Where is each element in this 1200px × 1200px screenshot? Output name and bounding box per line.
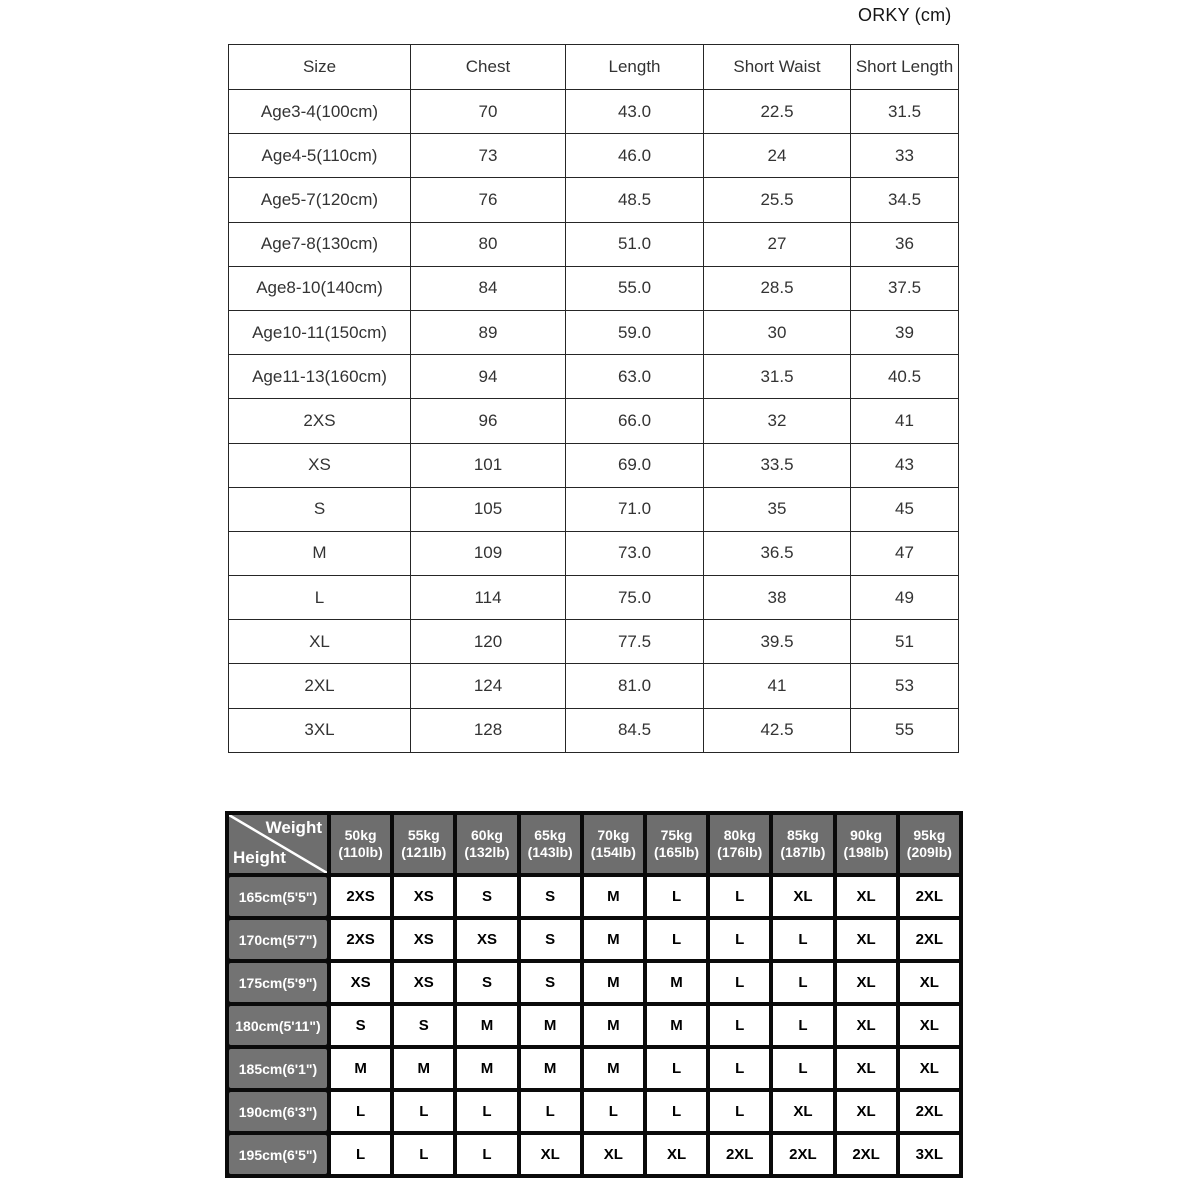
recommended-size-cell: M: [521, 1006, 580, 1045]
recommended-size-cell: L: [647, 920, 706, 959]
measurement-value-cell: 71.0: [566, 487, 704, 531]
size-table-row: [229, 576, 959, 620]
measurement-value-cell: 30: [704, 310, 851, 354]
size-table-row: [229, 708, 959, 752]
measurement-value-cell: 51.0: [566, 222, 704, 266]
recommended-size-cell: S: [331, 1006, 390, 1045]
weight-column-header: [837, 815, 896, 873]
measurement-value-cell: 48.5: [566, 178, 704, 222]
page-title: ORKY (cm): [858, 5, 952, 25]
recommended-size-cell: L: [710, 1049, 769, 1088]
size-label-cell: Age7-8(130cm): [229, 222, 411, 266]
corner-weight-label: Weight: [265, 818, 322, 837]
recommended-size-cell: XL: [837, 877, 896, 916]
size-table-column-header: Short Waist: [704, 45, 851, 90]
size-table-row: [229, 266, 959, 310]
measurement-value-cell: 73.0: [566, 531, 704, 575]
size-table-row: [229, 399, 959, 443]
weight-kg-label: 85kg: [786, 827, 819, 844]
measurement-value-cell: 34.5: [851, 178, 959, 222]
recommended-size-cell: XL: [837, 963, 896, 1002]
recommended-size-cell: S: [521, 963, 580, 1002]
measurement-value-cell: 75.0: [566, 576, 704, 620]
weight-kg-label: 70kg: [597, 827, 630, 844]
size-label-cell: S: [229, 487, 411, 531]
height-row-header: 185cm(6'1"): [229, 1049, 327, 1088]
recommended-size-cell: 2XL: [900, 1092, 959, 1131]
recommended-size-cell: L: [710, 1006, 769, 1045]
height-row-header: 190cm(6'3"): [229, 1092, 327, 1131]
recommended-size-cell: XL: [773, 1092, 832, 1131]
measurement-value-cell: 35: [704, 487, 851, 531]
recommended-size-cell: M: [331, 1049, 390, 1088]
size-table-row: [229, 531, 959, 575]
weight-column-header: [521, 815, 580, 873]
measurement-value-cell: 41: [851, 399, 959, 443]
measurement-value-cell: 96: [411, 399, 566, 443]
weight-lb-label: (187lb): [780, 844, 826, 860]
measurement-value-cell: 47: [851, 531, 959, 575]
recommended-size-cell: L: [710, 1092, 769, 1131]
recommended-size-cell: L: [773, 1006, 832, 1045]
height-row-header: 195cm(6'5"): [229, 1135, 327, 1174]
measurement-value-cell: 27: [704, 222, 851, 266]
measurement-value-cell: 84.5: [566, 708, 704, 752]
weight-column-header: [584, 815, 643, 873]
recommended-size-cell: XS: [394, 963, 453, 1002]
recommended-size-cell: L: [710, 963, 769, 1002]
recommended-size-cell: S: [521, 877, 580, 916]
size-label-cell: Age10-11(150cm): [229, 310, 411, 354]
recommended-size-cell: 2XS: [331, 877, 390, 916]
measurement-value-cell: 33: [851, 134, 959, 178]
recommended-size-cell: XL: [837, 920, 896, 959]
recommended-size-cell: 2XL: [900, 920, 959, 959]
measurement-value-cell: 120: [411, 620, 566, 664]
measurement-value-cell: 49: [851, 576, 959, 620]
weight-lb-label: (176lb): [717, 844, 763, 860]
size-table-row: [229, 443, 959, 487]
measurement-value-cell: 39.5: [704, 620, 851, 664]
recommended-size-cell: L: [647, 1049, 706, 1088]
measurement-value-cell: 38: [704, 576, 851, 620]
recommended-size-cell: XS: [394, 920, 453, 959]
recommended-size-cell: M: [394, 1049, 453, 1088]
size-measurements-table: [228, 44, 959, 753]
recommended-size-cell: M: [457, 1006, 516, 1045]
recommended-size-cell: XL: [900, 963, 959, 1002]
recommended-size-cell: XS: [394, 877, 453, 916]
measurement-value-cell: 41: [704, 664, 851, 708]
weight-column-header: [900, 815, 959, 873]
size-table-row: [229, 355, 959, 399]
size-label-cell: 2XS: [229, 399, 411, 443]
recommended-size-cell: L: [457, 1092, 516, 1131]
weight-column-header: [331, 815, 390, 873]
recommended-size-cell: XL: [837, 1049, 896, 1088]
measurement-value-cell: 114: [411, 576, 566, 620]
size-label-cell: Age3-4(100cm): [229, 90, 411, 134]
measurement-value-cell: 37.5: [851, 266, 959, 310]
measurement-value-cell: 32: [704, 399, 851, 443]
recommended-size-cell: L: [773, 963, 832, 1002]
size-label-cell: Age8-10(140cm): [229, 266, 411, 310]
weight-height-matrix-table: [225, 811, 963, 1178]
recommended-size-cell: M: [584, 877, 643, 916]
size-table-column-header: Short Length: [851, 45, 959, 90]
weight-column-header: [710, 815, 769, 873]
size-table-row: [229, 310, 959, 354]
recommended-size-cell: L: [457, 1135, 516, 1174]
recommended-size-cell: M: [584, 963, 643, 1002]
measurement-value-cell: 128: [411, 708, 566, 752]
measurement-value-cell: 76: [411, 178, 566, 222]
weight-column-header: [773, 815, 832, 873]
weight-kg-label: 60kg: [471, 827, 503, 844]
recommended-size-cell: 2XL: [773, 1135, 832, 1174]
measurement-value-cell: 51: [851, 620, 959, 664]
measurement-value-cell: 31.5: [851, 90, 959, 134]
measurement-value-cell: 81.0: [566, 664, 704, 708]
recommended-size-cell: 2XS: [331, 920, 390, 959]
measurement-value-cell: 84: [411, 266, 566, 310]
measurement-value-cell: 31.5: [704, 355, 851, 399]
height-row-header: 175cm(5'9"): [229, 963, 327, 1002]
measurement-value-cell: 36.5: [704, 531, 851, 575]
measurement-value-cell: 43.0: [566, 90, 704, 134]
recommended-size-cell: L: [647, 1092, 706, 1131]
weight-kg-label: 90kg: [850, 827, 883, 844]
measurement-value-cell: 77.5: [566, 620, 704, 664]
size-table-column-header: Chest: [411, 45, 566, 90]
matrix-row: [229, 963, 959, 1002]
recommended-size-cell: L: [584, 1092, 643, 1131]
size-table-row: [229, 134, 959, 178]
measurement-value-cell: 105: [411, 487, 566, 531]
measurement-value-cell: 40.5: [851, 355, 959, 399]
recommended-size-cell: XS: [457, 920, 516, 959]
weight-lb-label: (143lb): [527, 844, 573, 860]
matrix-row: [229, 1135, 959, 1174]
weight-kg-label: 75kg: [660, 827, 693, 844]
size-table-row: [229, 90, 959, 134]
measurement-value-cell: 80: [411, 222, 566, 266]
size-table-row: [229, 620, 959, 664]
recommended-size-cell: M: [584, 920, 643, 959]
size-label-cell: Age11-13(160cm): [229, 355, 411, 399]
measurement-value-cell: 66.0: [566, 399, 704, 443]
recommended-size-cell: S: [394, 1006, 453, 1045]
weight-kg-label: 95kg: [913, 827, 946, 844]
weight-kg-label: 55kg: [407, 827, 440, 844]
recommended-size-cell: M: [584, 1006, 643, 1045]
recommended-size-cell: XL: [900, 1049, 959, 1088]
weight-lb-label: (198lb): [843, 844, 889, 860]
weight-kg-label: 80kg: [723, 827, 756, 844]
weight-kg-label: 65kg: [534, 827, 567, 844]
recommended-size-cell: L: [331, 1092, 390, 1131]
recommended-size-cell: M: [647, 963, 706, 1002]
recommended-size-cell: M: [584, 1049, 643, 1088]
measurement-value-cell: 109: [411, 531, 566, 575]
weight-lb-label: (209lb): [906, 844, 952, 860]
recommended-size-cell: M: [647, 1006, 706, 1045]
height-row-header: 180cm(5'11"): [229, 1006, 327, 1045]
size-table-row: [229, 178, 959, 222]
recommended-size-cell: XL: [584, 1135, 643, 1174]
measurement-value-cell: 33.5: [704, 443, 851, 487]
size-label-cell: 2XL: [229, 664, 411, 708]
size-table-row: [229, 222, 959, 266]
recommended-size-cell: 3XL: [900, 1135, 959, 1174]
recommended-size-cell: L: [710, 920, 769, 959]
measurement-value-cell: 39: [851, 310, 959, 354]
measurement-value-cell: 55.0: [566, 266, 704, 310]
measurement-value-cell: 45: [851, 487, 959, 531]
matrix-row: [229, 877, 959, 916]
recommended-size-cell: XL: [837, 1006, 896, 1045]
measurement-value-cell: 25.5: [704, 178, 851, 222]
recommended-size-cell: L: [394, 1092, 453, 1131]
measurement-value-cell: 70: [411, 90, 566, 134]
matrix-header-row: [229, 815, 959, 873]
weight-lb-label: (132lb): [464, 844, 510, 860]
recommended-size-cell: XL: [900, 1006, 959, 1045]
size-label-cell: M: [229, 531, 411, 575]
measurement-value-cell: 36: [851, 222, 959, 266]
measurement-value-cell: 42.5: [704, 708, 851, 752]
weight-column-header: [457, 815, 516, 873]
size-table-row: [229, 664, 959, 708]
measurement-value-cell: 24: [704, 134, 851, 178]
recommended-size-cell: 2XL: [900, 877, 959, 916]
measurement-value-cell: 89: [411, 310, 566, 354]
weight-kg-label: 50kg: [344, 827, 377, 844]
size-table-header-row: [229, 45, 959, 90]
weight-column-header: [394, 815, 453, 873]
size-label-cell: XS: [229, 443, 411, 487]
recommended-size-cell: 2XL: [837, 1135, 896, 1174]
recommended-size-cell: L: [773, 1049, 832, 1088]
size-table-row: [229, 487, 959, 531]
measurement-value-cell: 73: [411, 134, 566, 178]
recommended-size-cell: XL: [837, 1092, 896, 1131]
size-label-cell: Age5-7(120cm): [229, 178, 411, 222]
corner-cell: [229, 815, 327, 873]
size-label-cell: L: [229, 576, 411, 620]
recommended-size-cell: XS: [331, 963, 390, 1002]
measurement-value-cell: 55: [851, 708, 959, 752]
recommended-size-cell: 2XL: [710, 1135, 769, 1174]
recommended-size-cell: XL: [647, 1135, 706, 1174]
size-table-column-header: Size: [229, 45, 411, 90]
measurement-value-cell: 63.0: [566, 355, 704, 399]
weight-lb-label: (165lb): [653, 844, 700, 860]
height-row-header: 165cm(5'5"): [229, 877, 327, 916]
size-label-cell: 3XL: [229, 708, 411, 752]
measurement-value-cell: 101: [411, 443, 566, 487]
measurement-value-cell: 22.5: [704, 90, 851, 134]
matrix-row: [229, 1092, 959, 1131]
recommended-size-cell: L: [773, 920, 832, 959]
weight-column-header: [647, 815, 706, 873]
size-table-column-header: Length: [566, 45, 704, 90]
recommended-size-cell: S: [457, 877, 516, 916]
recommended-size-cell: L: [710, 877, 769, 916]
measurement-value-cell: 53: [851, 664, 959, 708]
matrix-row: [229, 1049, 959, 1088]
matrix-row: [229, 920, 959, 959]
measurement-value-cell: 28.5: [704, 266, 851, 310]
recommended-size-cell: M: [457, 1049, 516, 1088]
recommended-size-cell: L: [331, 1135, 390, 1174]
recommended-size-cell: S: [457, 963, 516, 1002]
measurement-value-cell: 69.0: [566, 443, 704, 487]
recommended-size-cell: XL: [521, 1135, 580, 1174]
size-label-cell: Age4-5(110cm): [229, 134, 411, 178]
measurement-value-cell: 46.0: [566, 134, 704, 178]
matrix-row: [229, 1006, 959, 1045]
recommended-size-cell: L: [394, 1135, 453, 1174]
height-row-header: 170cm(5'7"): [229, 920, 327, 959]
size-label-cell: XL: [229, 620, 411, 664]
measurement-value-cell: 59.0: [566, 310, 704, 354]
recommended-size-cell: M: [521, 1049, 580, 1088]
recommended-size-cell: L: [521, 1092, 580, 1131]
recommended-size-cell: XL: [773, 877, 832, 916]
measurement-value-cell: 124: [411, 664, 566, 708]
weight-lb-label: (154lb): [590, 844, 636, 860]
measurement-value-cell: 94: [411, 355, 566, 399]
corner-height-label: Height: [233, 848, 286, 867]
weight-lb-label: (121lb): [401, 844, 447, 860]
recommended-size-cell: S: [521, 920, 580, 959]
recommended-size-cell: L: [647, 877, 706, 916]
measurement-value-cell: 43: [851, 443, 959, 487]
weight-lb-label: (110lb): [338, 844, 383, 860]
